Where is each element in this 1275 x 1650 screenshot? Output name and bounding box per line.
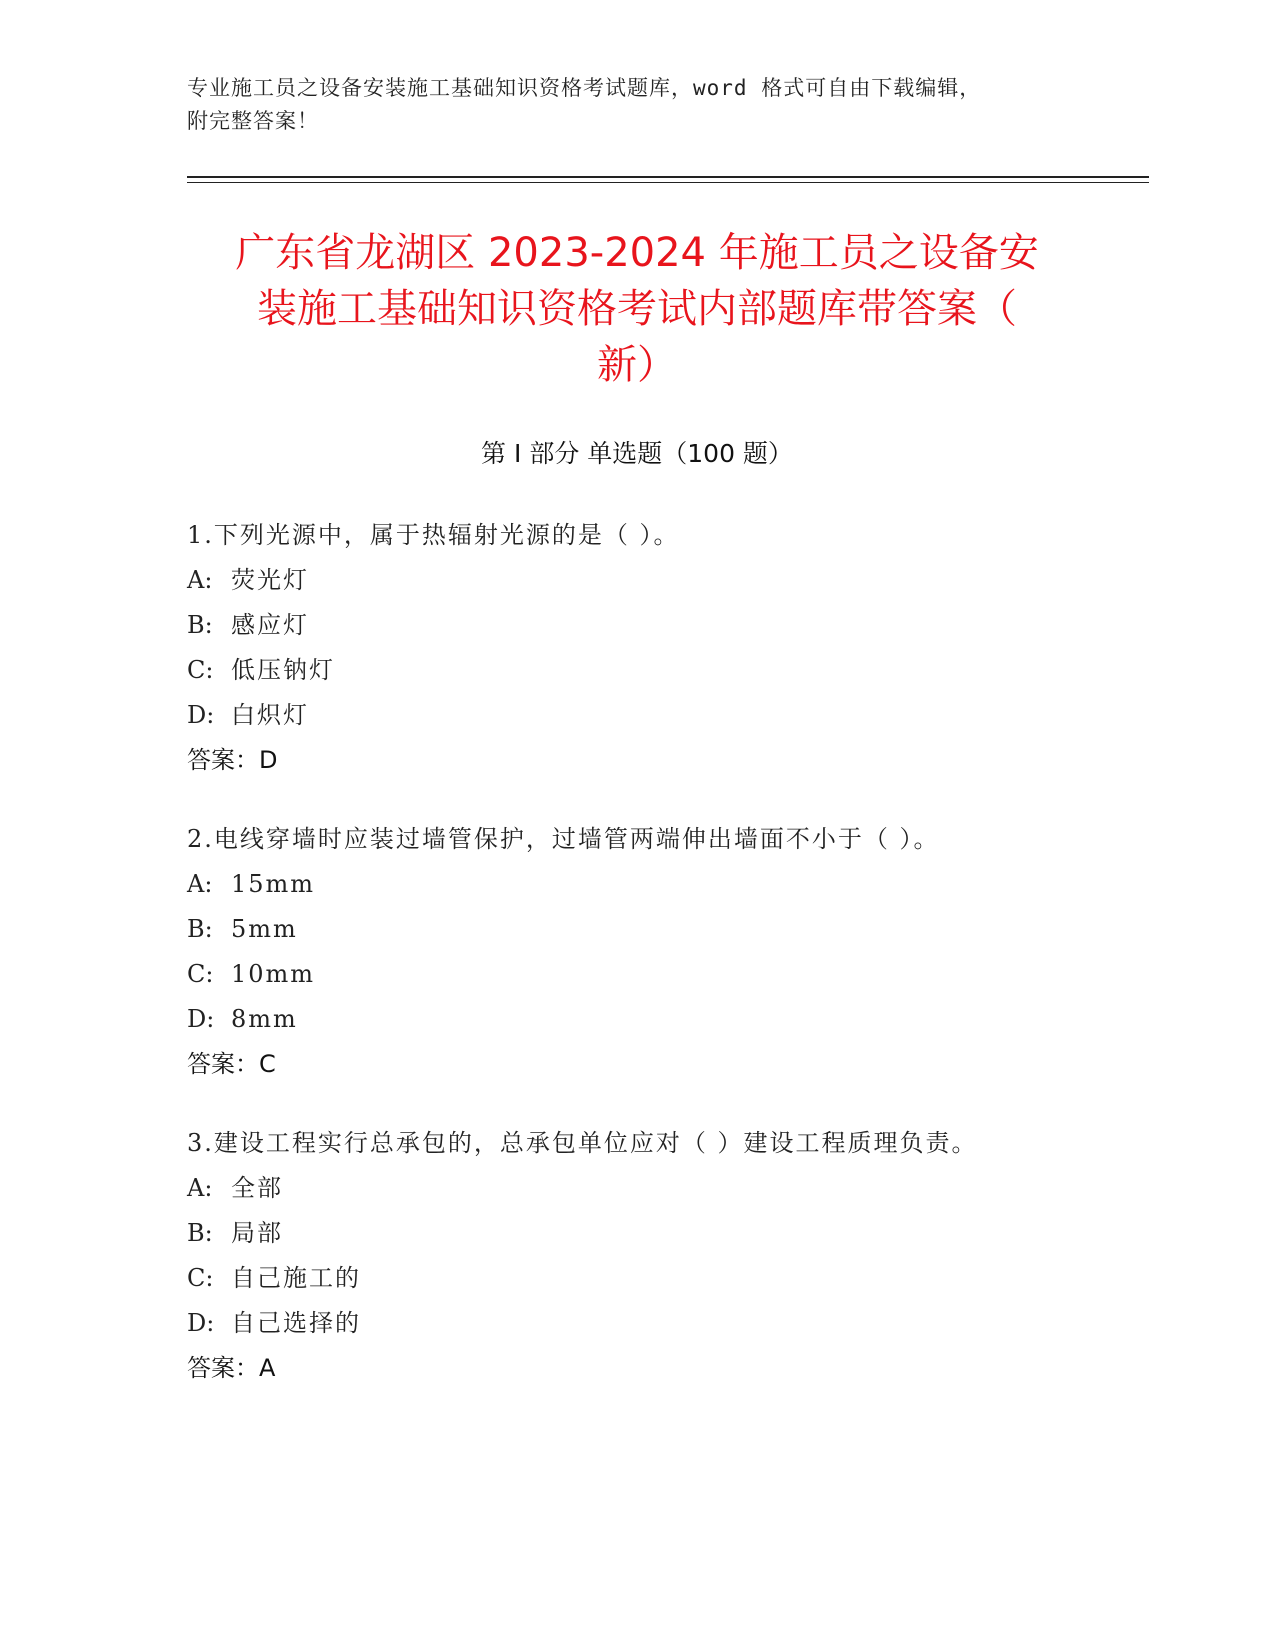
header-note-line: 附完整答案！ [187,109,319,133]
question-3 [187,1121,1147,1391]
document-title [187,225,1087,393]
option-text: 自己施工的 [231,1264,361,1292]
option-letter: C: [187,960,214,988]
question-option-c [187,1256,1147,1301]
option-letter: D: [187,1005,215,1033]
option-letter: D: [187,701,215,729]
question-option-c [187,648,1147,693]
header-note-line: 专业施工员之设备安装施工基础知识资格考试题库，word 格式可自由下载编辑， [187,76,982,100]
option-letter: B: [187,1219,213,1247]
option-text: 低压钠灯 [231,656,335,684]
question-option-b [187,907,1147,952]
option-text: 自己选择的 [231,1309,361,1337]
question-stem: 3.建设工程实行总承包的，总承包单位应对（ ）建设工程质理负责。 [187,1129,978,1157]
question-stem: 1.下列光源中，属于热辐射光源的是（ ）。 [187,521,680,549]
option-text: 局部 [231,1219,283,1247]
option-letter: A: [187,870,213,898]
question-option-a [187,1166,1147,1211]
question-option-c [187,952,1147,997]
option-letter: C: [187,1264,214,1292]
section-heading: 第 I 部分 单选题（100 题） [481,439,793,468]
header-note [187,72,1067,138]
option-letter: A: [187,1174,213,1202]
header-divider-thin [187,182,1149,183]
question-option-b [187,603,1147,648]
question-option-a [187,862,1147,907]
question-option-d [187,997,1147,1042]
header-divider-thick [187,176,1149,178]
question-answer: 答案：C [187,1050,276,1078]
question-answer: 答案：D [187,746,278,774]
question-stem: 2.电线穿墙时应装过墙管保护，过墙管两端伸出墙面不小于（ ）。 [187,825,940,853]
option-letter: D: [187,1309,215,1337]
option-text: 10mm [231,960,316,988]
question-2 [187,817,1147,1087]
option-text: 荧光灯 [231,566,309,594]
question-1 [187,513,1147,783]
option-letter: B: [187,611,213,639]
question-option-b [187,1211,1147,1256]
option-text: 8mm [231,1005,298,1033]
option-text: 白炽灯 [231,701,309,729]
option-letter: C: [187,656,214,684]
option-letter: B: [187,915,213,943]
option-text: 15mm [231,870,316,898]
option-text: 全部 [231,1174,283,1202]
document-title-line: 装施工基础知识资格考试内部题库带答案（ [257,286,1017,332]
option-text: 5mm [231,915,298,943]
document-title-line: 新） [597,342,677,388]
option-text: 感应灯 [231,611,309,639]
document-title-line: 广东省龙湖区 2023-2024 年施工员之设备安 [235,230,1039,276]
question-option-d [187,1301,1147,1346]
option-letter: A: [187,566,213,594]
question-option-a [187,558,1147,603]
question-option-d [187,693,1147,738]
question-answer: 答案：A [187,1354,276,1382]
